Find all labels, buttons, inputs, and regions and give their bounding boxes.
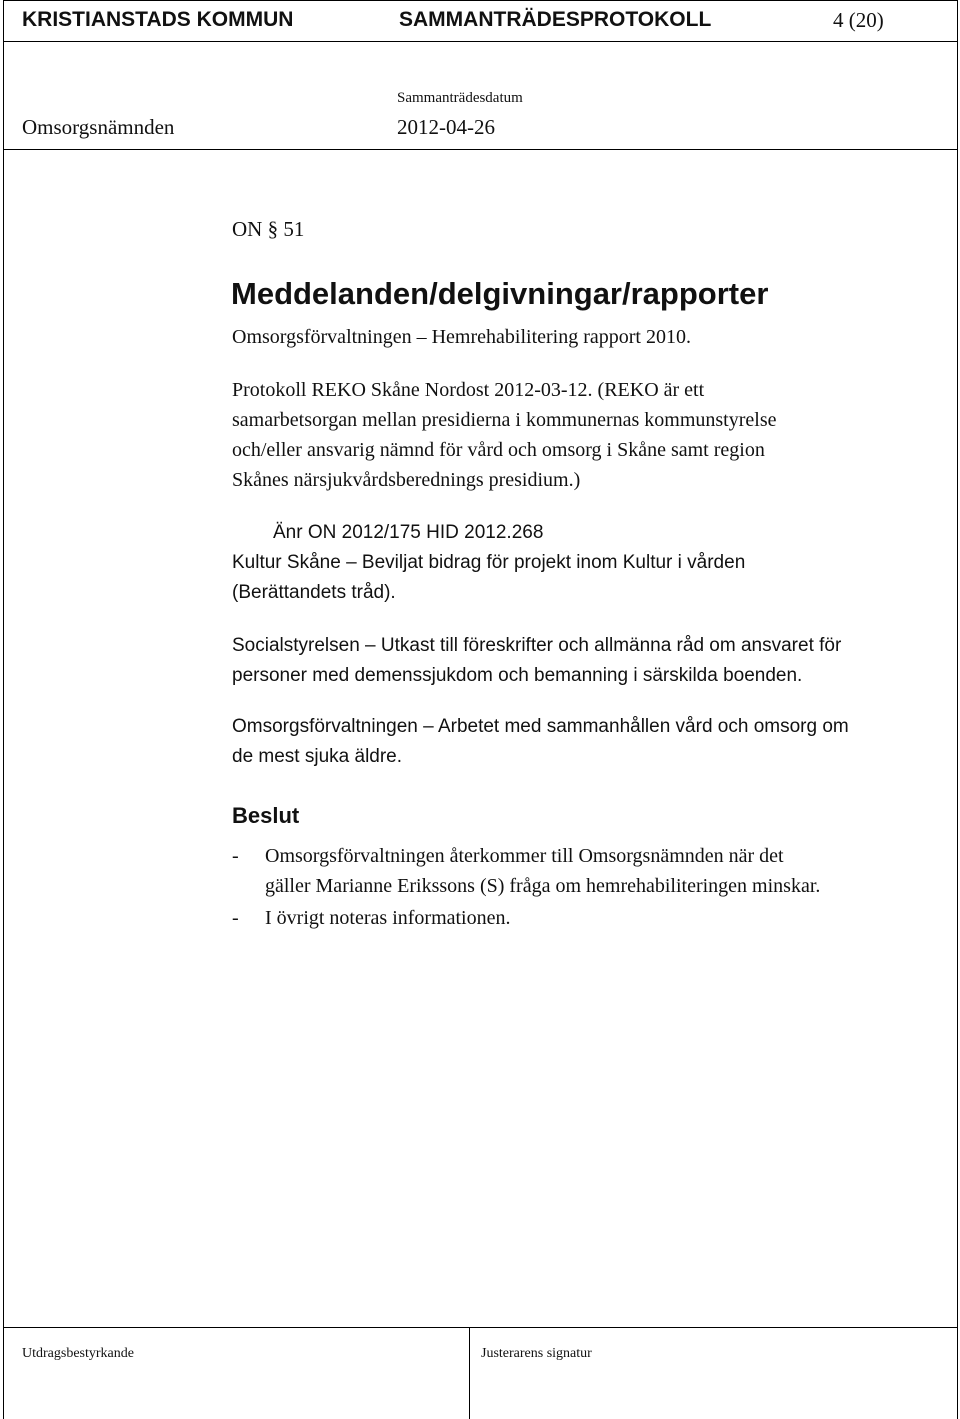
footer-adjuster-signature: Justerarens signatur (481, 1346, 592, 1361)
item-line: Omsorgsförvaltningen – Hemrehabilitering rapport 2010. (232, 326, 691, 348)
item-reko-protokoll (232, 375, 932, 495)
item-line: Skånes närsjukvårdsberednings presidium.) (232, 469, 581, 491)
meeting-date-label: Sammanträdesdatum (397, 90, 523, 106)
decision-line: gäller Marianne Erikssons (S) fråga om hemrehabiliteringen minskar. (265, 875, 821, 897)
decision-dash: - (232, 845, 239, 867)
item-hemrehabilitering (232, 322, 932, 352)
header-divider-1 (3, 41, 958, 42)
item-line: personer med demenssjukdom och bemanning i särskilda boenden. (232, 665, 803, 686)
item-line: Protokoll REKO Skåne Nordost 2012-03-12. (REKO är ett (232, 379, 705, 401)
document-type: SAMMANTRÄDESPROTOKOLL (399, 8, 712, 31)
footer-divider-middle (469, 1327, 470, 1419)
item-line: (Berättandets tråd). (232, 582, 396, 603)
item-line: och/eller ansvarig nämnd för vård och omsorg i Skåne samt region (232, 439, 765, 461)
item-line: de mest sjuka äldre. (232, 746, 403, 767)
meeting-date: 2012-04-26 (397, 115, 495, 139)
item-kultur-skane (232, 518, 932, 608)
decision-line: I övrigt noteras informationen. (265, 907, 511, 929)
item-line: Kultur Skåne – Beviljat bidrag för projekt inom Kultur i vården (232, 552, 746, 573)
section-title: Meddelanden/delgivningar/rapporter (231, 276, 769, 311)
footer-extract-verification: Utdragsbestyrkande (22, 1346, 134, 1361)
item-line: Omsorgsförvaltningen – Arbetet med sammanhållen vård och omsorg om (232, 716, 849, 737)
municipality-name: KRISTIANSTADS KOMMUN (22, 8, 294, 31)
section-number: ON § 51 (232, 217, 305, 241)
board-name: Omsorgsnämnden (22, 115, 175, 139)
frame-right-border (957, 0, 958, 1419)
item-line: Änr ON 2012/175 HID 2012.268 (273, 522, 544, 543)
decision-dash: - (232, 907, 239, 929)
decision-line: Omsorgsförvaltningen återkommer till Omsorgsnämnden när det (265, 845, 784, 867)
header-divider-2 (3, 149, 958, 150)
item-socialstyrelsen (232, 631, 932, 691)
frame-header-top-border (3, 0, 958, 1)
item-line: samarbetsorgan mellan presidierna i kommunernas kommunstyrelse (232, 409, 777, 431)
frame-left-border (3, 0, 4, 1419)
decision-heading: Beslut (232, 803, 300, 828)
item-line: Socialstyrelsen – Utkast till föreskrifter och allmänna råd om ansvaret för (232, 635, 842, 656)
item-sammanhallen-vard (232, 712, 932, 772)
page-number: 4 (20) (833, 8, 884, 32)
footer-divider-top (3, 1327, 958, 1328)
